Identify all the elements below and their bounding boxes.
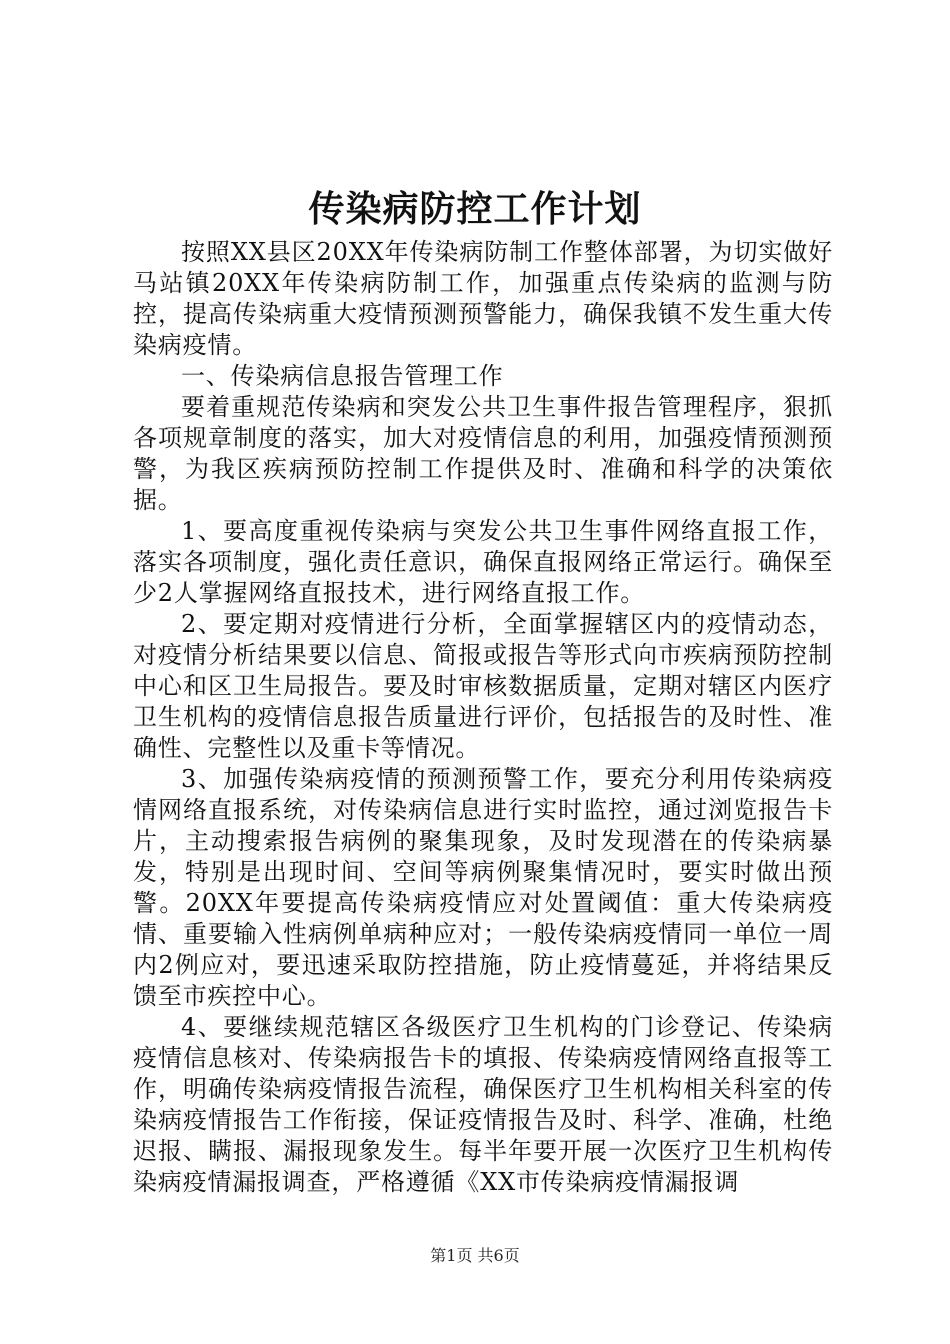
paragraph-item-2: 2、要定期对疫情进行分析，全面掌握辖区内的疫情动态，对疫情分析结果要以信息、简报或报告等形式向市疾病预防控制中心和区卫生局报告。要及时审核数据质量，定期对辖区内医疗卫生机构的疫情信息报告质量进行评价，包括报告的及时性、准确性、完整性以及重卡等情况。 — [133, 610, 833, 762]
document-body — [133, 237, 833, 1198]
page-number-footer: 第1页 共6页 — [430, 1246, 520, 1265]
paragraph-intro: 按照XX县区20XX年传染病防制工作整体部署，为切实做好马站镇20XX年传染病防制工作，加强重点传染病的监测与防控，提高传染病重大疫情预测预警能力，确保我镇不发生重大传染病疫情。 — [133, 238, 833, 359]
section-heading-1: 一、传染病信息报告管理工作 — [181, 362, 504, 390]
document-title: 传染病防控工作计划 — [308, 189, 642, 230]
paragraph-item-3: 3、加强传染病疫情的预测预警工作，要充分利用传染病疫情网络直报系统，对传染病信息进行实时监控，通过浏览报告卡片，主动搜索报告病例的聚集现象，及时发现潜在的传染病暴发，特别是出现时间、空间等病例聚集情况时，要实时做出预警。20XX年要提高传染病疫情应对处置阈值：重大传染病疫情、重要输入性病例单病种应对；一般传染病疫情同一单位一周内2例应对，要迅速采取防控措施，防止疫情蔓延，并将结果反馈至市疾控中心。 — [133, 765, 833, 1010]
paragraph-item-4: 4、要继续规范辖区各级医疗卫生机构的门诊登记、传染病疫情信息核对、传染病报告卡的填报、传染病疫情网络直报等工作，明确传染病疫情报告流程，确保医疗卫生机构相关科室的传染病疫情报告工作衔接，保证疫情报告及时、科学、准确，杜绝迟报、瞒报、漏报现象发生。每半年要开展一次医疗卫生机构传染病疫情漏报调查，严格遵循《XX市传染病疫情漏报调 — [133, 1013, 833, 1196]
paragraph-item-1: 1、要高度重视传染病与突发公共卫生事件网络直报工作，落实各项制度，强化责任意识，确保直报网络正常运行。确保至少2人掌握网络直报技术，进行网络直报工作。 — [133, 517, 833, 607]
paragraph-section-1-intro: 要着重规范传染病和突发公共卫生事件报告管理程序，狠抓各项规章制度的落实，加大对疫情信息的利用，加强疫情预测预警，为我区疾病预防控制工作提供及时、准确和科学的决策依据。 — [133, 393, 833, 514]
